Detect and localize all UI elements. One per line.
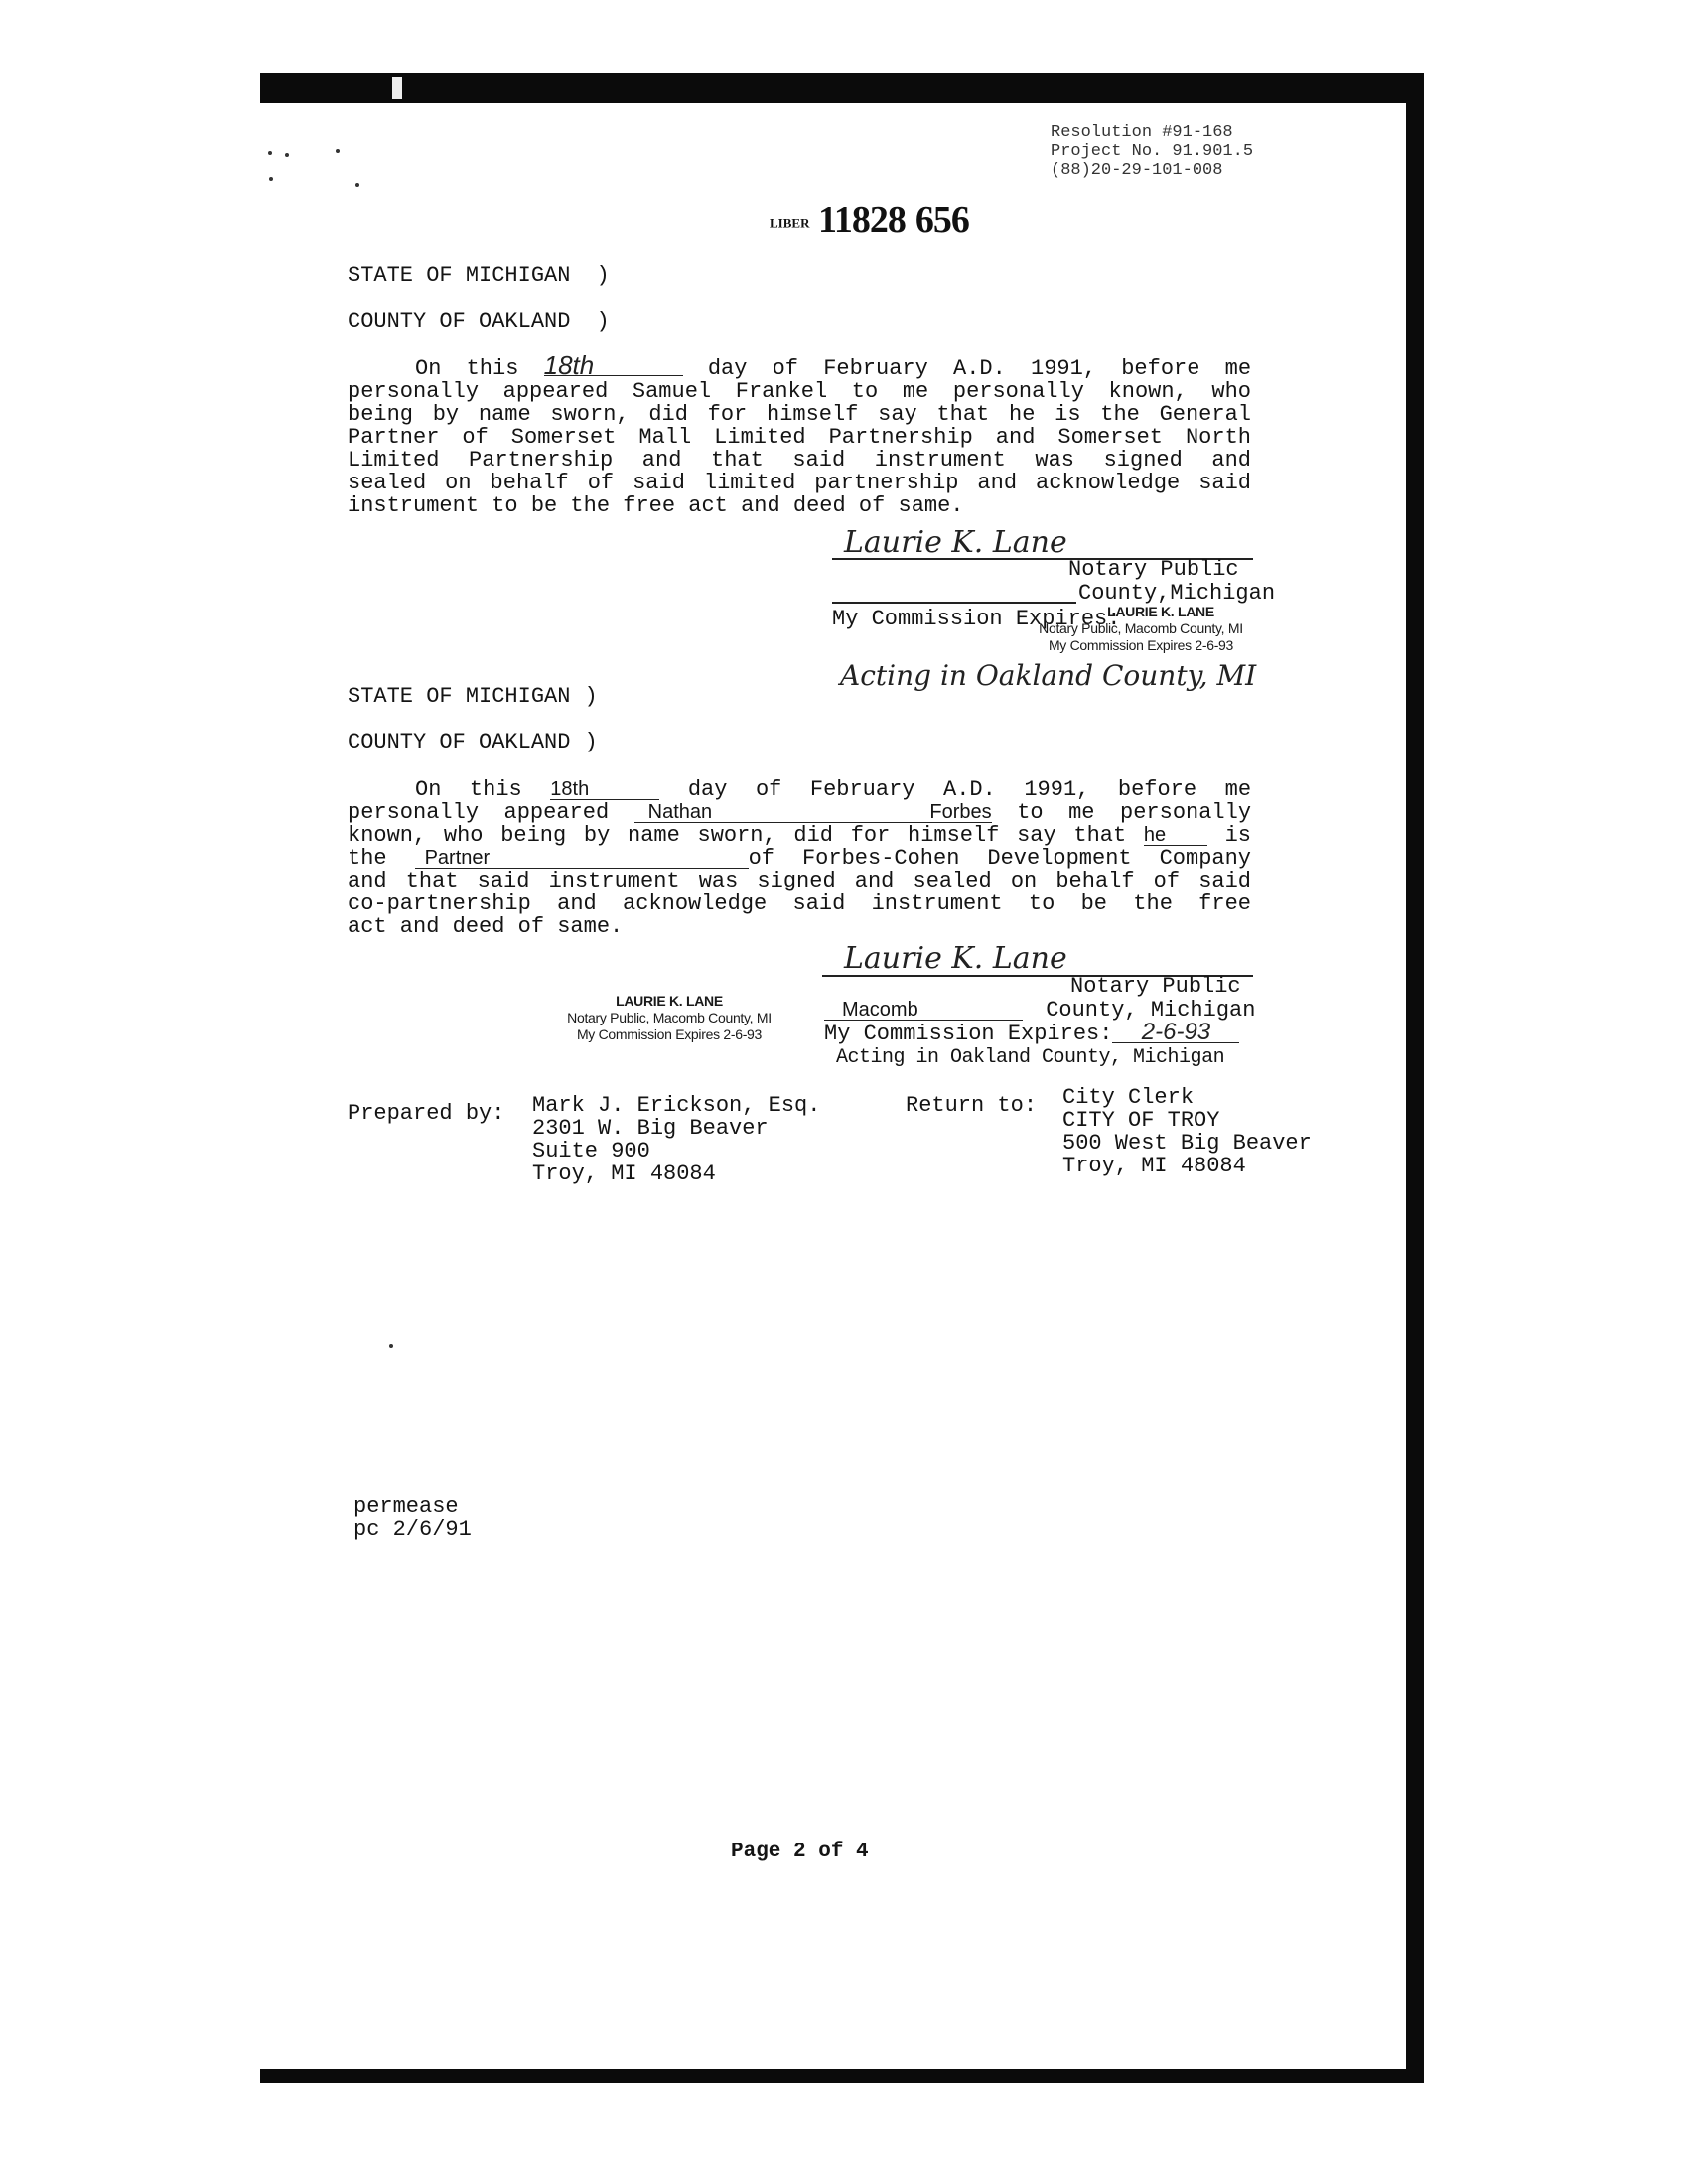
scan-speck (355, 183, 359, 187)
section1-acting-handwritten: Acting in Oakland County, MI (840, 659, 1257, 692)
section2-paragraph (348, 778, 1251, 938)
header-block (1051, 123, 1253, 180)
scan-right-border (1406, 73, 1424, 2081)
section1-line-2: personally appeared Samuel Frankel to me personally known, who (348, 379, 1251, 404)
liber-prefix: LIBER (770, 215, 810, 231)
section1-line-6: sealed on behalf of said limited partnership and acknowledge said (348, 471, 1251, 495)
section1-line-1: On this 18th day of February A.D. 1991, before me (415, 350, 1252, 381)
section1-paragraph (348, 350, 1252, 518)
section2-signature: Laurie K. Lane (822, 943, 1253, 977)
section2-county-name: Macomb (824, 1000, 1023, 1021)
section2-line-4: the Partner of Forbes-Cohen Development Company (348, 846, 1252, 871)
scan-top-border (260, 73, 1424, 103)
parcel-number: (88)20-29-101-008 (1051, 161, 1223, 180)
section2-notary-public: Notary Public (1070, 974, 1241, 999)
section2-line-5: and that said instrument was signed and sealed on behalf of said (348, 869, 1251, 893)
section2-title: Partner (415, 848, 749, 869)
section2-line-2: personally appeared Nathan Forbes to me personally (348, 800, 1252, 825)
section2-commission-line: My Commission Expires: 2-6-93 (824, 1023, 1239, 1045)
section2-state: STATE OF MICHIGAN ) (348, 684, 598, 709)
page-number: Page 2 of 4 (731, 1841, 869, 1863)
section2-acting: Acting in Oakland County, Michigan (836, 1046, 1225, 1069)
section2-line-1: On this 18th day of February A.D. 1991, before me (415, 777, 1252, 802)
prepared-by-address: Mark J. Erickson, Esq. 2301 W. Big Beaver Suite 900 Troy, MI 48084 (532, 1093, 821, 1186)
section2-line-3: known, who being by name sworn, did for himself say that he is (348, 823, 1252, 848)
scan-speck (285, 153, 289, 157)
liber-page: 656 (914, 200, 969, 241)
scan-speck (268, 151, 272, 155)
return-to-label: Return to: (906, 1093, 1038, 1118)
scan-speck (269, 177, 273, 181)
scan-bottom-border (260, 2069, 1424, 2083)
section2-pronoun: he (1144, 825, 1207, 846)
section2-expires-handwritten: 2-6-93 (1112, 1023, 1239, 1043)
section2-county: COUNTY OF OAKLAND ) (348, 730, 598, 754)
section1-state: STATE OF MICHIGAN ) (348, 263, 610, 288)
section1-commission-expires: My Commission Expires: (832, 607, 1121, 631)
scan-top-border-notch (392, 77, 402, 99)
liber-number: 11828 (817, 200, 906, 241)
section2-day: 18th (550, 779, 659, 800)
scan-speck (389, 1344, 393, 1348)
resolution-number: Resolution #91-168 (1051, 123, 1233, 142)
project-number: Project No. 91.901.5 (1051, 142, 1254, 161)
scan-speck (336, 149, 340, 153)
liber-stamp (770, 199, 969, 242)
section2-line-7: act and deed of same. (348, 914, 624, 939)
section1-county-michigan: County,Michigan (1078, 581, 1276, 606)
footer-note: permease pc 2/6/91 (353, 1494, 472, 1542)
section1-notary-public: Notary Public (1068, 557, 1239, 582)
section1-notary-stamp: LAURIE K. LANE Notary Public, Macomb County, MI My Commission Expires 2-6-93 (1039, 604, 1243, 653)
section2-notary-stamp: LAURIE K. LANE Notary Public, Macomb County, MI My Commission Expires 2-6-93 (567, 993, 772, 1042)
section2-line-6: co-partnership and acknowledge said instrument to be the free (348, 891, 1251, 916)
section1-signature: Laurie K. Lane (832, 528, 1253, 560)
section2-county-line: Macomb County, Michigan (824, 999, 1255, 1022)
section1-line-3: being by name sworn, did for himself say that he is the General (348, 402, 1251, 427)
prepared-by-label: Prepared by: (348, 1101, 505, 1126)
section1-line-5: Limited Partnership and that said instrument was signed and (348, 448, 1251, 473)
section2-person-name: Nathan Forbes (634, 802, 992, 823)
section1-line-7: instrument to be the free act and deed of same. (348, 493, 964, 518)
section1-line-4: Partner of Somerset Mall Limited Partnership and Somerset North (348, 425, 1251, 450)
return-to-address: City Clerk CITY OF TROY 500 West Big Beaver Troy, MI 48084 (1062, 1085, 1312, 1178)
section1-county: COUNTY OF OAKLAND ) (348, 309, 610, 334)
section1-day-handwritten: 18th (544, 355, 683, 376)
